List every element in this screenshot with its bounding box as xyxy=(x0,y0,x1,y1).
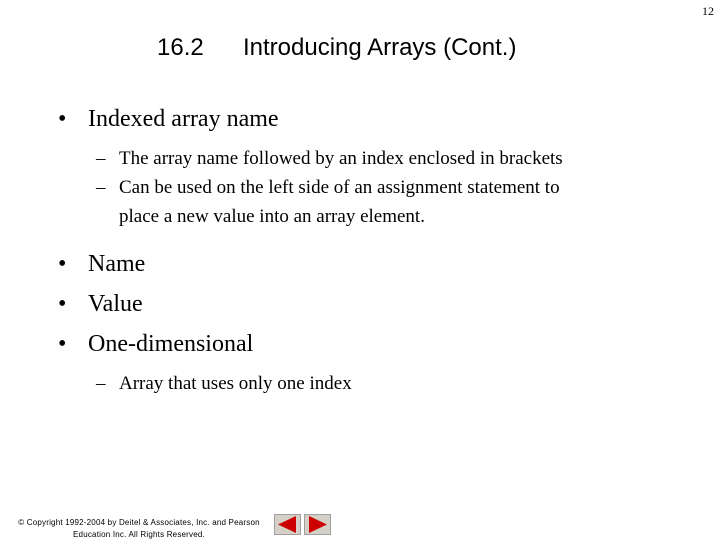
sub-bullet-text: Array that uses only one index xyxy=(119,373,352,394)
section-number: 16.2 xyxy=(157,34,204,61)
copyright-line: Education Inc. All Rights Reserved. xyxy=(73,530,205,539)
sub-bullet-text: The array name followed by an index enclosed in brackets xyxy=(119,148,563,169)
slide-content xyxy=(58,104,698,398)
dash-marker: – xyxy=(96,373,106,394)
bullet-text: Name xyxy=(88,251,146,277)
bullet-text: Value xyxy=(88,291,143,317)
bullet-group xyxy=(58,104,698,231)
dash-marker: – xyxy=(96,177,106,198)
sub-bullet-item xyxy=(58,144,698,173)
title-text: Introducing Arrays (Cont.) xyxy=(243,34,517,61)
previous-slide-button[interactable] xyxy=(274,514,301,535)
page-number: 12 xyxy=(702,4,714,18)
bullet-marker: • xyxy=(58,251,67,277)
bullet-marker: • xyxy=(58,106,67,132)
bullet-text: One-dimensional xyxy=(88,331,254,357)
bullet-item xyxy=(58,104,698,134)
sub-bullet-item xyxy=(58,369,698,398)
bullet-item xyxy=(58,289,698,319)
bullet-marker: • xyxy=(58,291,67,317)
bullet-marker: • xyxy=(58,331,67,357)
copyright-notice xyxy=(5,517,273,541)
bullet-text: Indexed array name xyxy=(88,106,279,132)
right-arrow-icon xyxy=(305,515,330,534)
sub-bullet-line: place a new value into an array element. xyxy=(119,206,425,227)
slide-navigation xyxy=(274,514,331,535)
left-arrow-icon xyxy=(275,515,300,534)
slide-title xyxy=(157,34,516,62)
copyright-line: © Copyright 1992-2004 by Deitel & Associates, Inc. and Pearson xyxy=(18,518,260,527)
bullet-item xyxy=(58,329,698,359)
dash-marker: – xyxy=(96,148,106,169)
bullet-item xyxy=(58,249,698,279)
sub-bullet-line: Can be used on the left side of an assignment statement to xyxy=(119,177,560,198)
next-slide-button[interactable] xyxy=(304,514,331,535)
sub-bullet-item xyxy=(58,173,698,231)
